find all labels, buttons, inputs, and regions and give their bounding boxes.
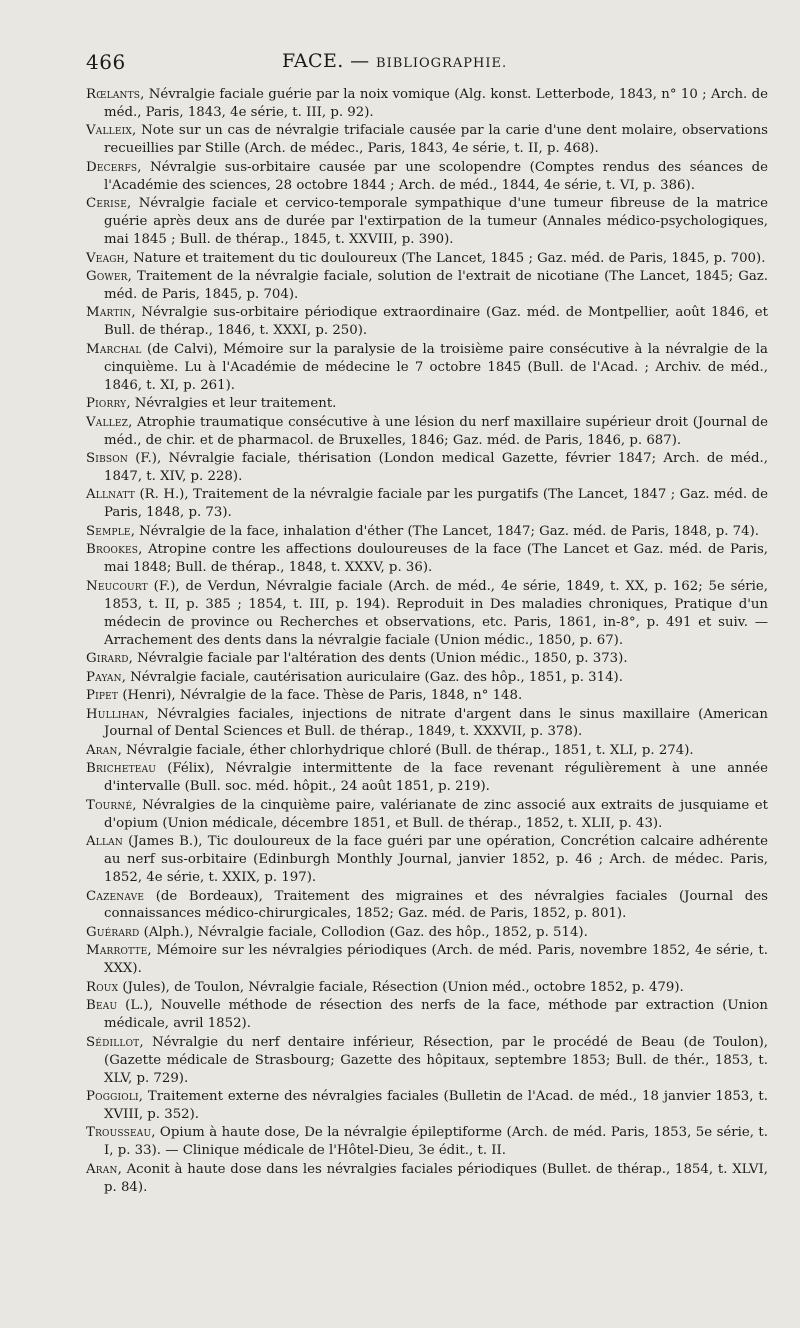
entry-author: Gower	[86, 269, 128, 285]
bibliography-entry	[86, 706, 768, 742]
bibliography-list	[86, 86, 768, 1197]
entry-author: Payan	[86, 669, 122, 685]
bibliography-entry	[86, 833, 768, 887]
entry-text: , Névralgie sus-orbitaire périodique extraordinaire (Gaz. méd. de Montpellier, août 1846, et Bull. de thérap., 1846, t. XXXI, p. 250).	[104, 305, 768, 339]
bibliography-entry	[86, 414, 768, 450]
entry-text: (Henri), Névralgie de la face. Thèse de Paris, 1848, n° 148.	[118, 688, 523, 703]
entry-text: , Mémoire sur les névralgies périodiques (Arch. de méd. Paris, novembre 1852, 4e série, t. XXX).	[104, 943, 768, 977]
entry-author: Trousseau	[86, 1125, 152, 1141]
entry-author: Guérard	[86, 924, 140, 940]
entry-text: , Névralgies faciales, injections de nitrate d'argent dans le sinus maxillaire (American Journal of Dental Sciences et Bull. de thérap., 1849, t. XXXVII, p. 378).	[104, 706, 768, 740]
entry-text: (Jules), de Toulon, Névralgie faciale, Résection (Union méd., octobre 1852, p. 479).	[118, 979, 684, 995]
bibliography-entry	[86, 669, 768, 687]
entry-text: , Névralgie faciale, cautérisation auriculaire (Gaz. des hôp., 1851, p. 314).	[121, 669, 623, 685]
entry-author: Decerfs	[86, 159, 138, 175]
entry-author: Veagh	[86, 250, 125, 266]
entry-text: (R. H.), Traitement de la névralgie faciale par les purgatifs (The Lancet, 1847 ; Gaz. méd. de Paris, 1848, p. 73).	[104, 487, 768, 521]
entry-author: Cazenave	[86, 888, 145, 904]
entry-author: Allnatt	[86, 487, 136, 503]
entry-author: Hullihan	[86, 706, 145, 722]
bibliography-entry	[86, 304, 768, 340]
bibliography-entry	[86, 760, 768, 796]
entry-author: Tourné	[86, 797, 133, 813]
running-head	[282, 50, 507, 72]
entry-author: Beau	[86, 998, 118, 1014]
bibliography-entry	[86, 86, 768, 122]
bibliography-entry	[86, 1124, 768, 1160]
entry-text: (L.), Nouvelle méthode de résection des nerfs de la face, méthode par extraction (Union médicale, avril 1852).	[104, 998, 768, 1032]
entry-text: , Aconit à haute dose dans les névralgies faciales périodiques (Bullet. de thérap., 1854, t. XLVI, p. 84).	[104, 1161, 768, 1195]
entry-text: (Félix), Névralgie intermittente de la face revenant régulièrement à une année d'intervalle (Bull. soc. méd. hôpit., 24 août 1851, p. 219).	[104, 761, 768, 795]
bibliography-entry	[86, 578, 768, 650]
bibliography-entry	[86, 122, 768, 158]
entry-text: , Névralgies et leur traitement.	[126, 396, 337, 412]
bibliography-entry	[86, 1034, 768, 1088]
entry-text: , Névralgie faciale guérie par la noix vomique (Alg. konst. Letterbode, 1843, n° 10 ; Arch. de méd., Paris, 1843, 4e série, t. III, p. 92).	[104, 87, 768, 120]
bibliography-entry	[86, 159, 768, 195]
entry-text: , Névralgie faciale par l'altération des dents (Union médic., 1850, p. 373).	[128, 651, 628, 666]
entry-text: (F.), de Verdun, Névralgie faciale (Arch. de méd., 4e série, 1849, t. XX, p. 162; 5e série, 1853, t. II, p. 385 ; 1854, t. III, p. 194). Reproduit in Des maladies chroniques, Pratique d'un médecin de province ou Recherches et observations, etc. Paris, 1861, in-8°, p. 491 et suiv. — Arrachement des dents dans la névralgie faciale (Union médic., 1850, p. 67).	[104, 578, 768, 648]
entry-author: Vallez	[86, 414, 129, 430]
entry-text: , Opium à haute dose, De la névralgie épileptiforme (Arch. de méd. Paris, 1853, 5e série, t. I, p. 33). — Clinique médicale de l'Hôtel-Dieu, 3e édit., t. II.	[104, 1125, 768, 1159]
entry-author: Allan	[86, 834, 123, 850]
entry-author: Piorry	[86, 396, 127, 412]
bibliography-entry	[86, 942, 768, 978]
entry-author: Brookes	[86, 542, 139, 558]
entry-author: Poggioli	[86, 1089, 139, 1105]
entry-author: Bricheteau	[86, 761, 157, 777]
entry-text: (F.), Névralgie faciale, thérisation (London medical Gazette, février 1847; Arch. de méd., 1847, t. XIV, p. 228).	[104, 451, 768, 484]
bibliography-entry	[86, 797, 768, 833]
entry-author: Sibson	[86, 451, 128, 467]
entry-author: Aran	[86, 742, 118, 758]
entry-author: Semple	[86, 523, 131, 539]
entry-text: , Nature et traitement du tic douloureux (The Lancet, 1845 ; Gaz. méd. de Paris, 1845, p. 700).	[124, 250, 766, 266]
bibliography-entry	[86, 486, 768, 522]
entry-text: (James B.), Tic douloureux de la face guéri par une opération, Concrétion calcaire adhérente au nerf sus-orbitaire (Edinburgh Monthly Journal, janvier 1852, p. 46 ; Arch. de médec. Paris, 1852, 4e série, t. XXIX, p. 197).	[104, 834, 768, 886]
entry-text: , Atropine contre les affections douloureuses de la face (The Lancet et Gaz. méd. de Paris, mai 1848; Bull. de thérap., 1848, t. XXXV, p. 36).	[104, 542, 768, 576]
bibliography-entry	[86, 341, 768, 395]
bibliography-entry	[86, 268, 768, 304]
entry-text: (de Bordeaux), Traitement des migraines et des névralgies faciales (Journal des connaissances médico-chirurgicales, 1852; Gaz. méd. de Paris, 1852, p. 801).	[104, 888, 768, 922]
entry-author: Roux	[86, 979, 119, 995]
entry-author: Marrotte	[86, 943, 148, 959]
running-head-title: FACE.	[282, 50, 344, 72]
bibliography-entry	[86, 523, 768, 541]
bibliography-entry	[86, 395, 768, 413]
page-number: 466	[86, 50, 126, 74]
entry-text: , Névralgie de la face, inhalation d'éther (The Lancet, 1847; Gaz. méd. de Paris, 1848, p. 74).	[130, 523, 759, 539]
entry-text: , Traitement externe des névralgies faciales (Bulletin de l'Acad. de méd., 18 janvier 1853, t. XVIII, p. 352).	[104, 1089, 768, 1122]
entry-text: , Névralgies de la cinquième paire, valérianate de zinc associé aux extraits de jusquiame et d'opium (Union médicale, décembre 1851, et Bull. de thérap., 1852, t. XLII, p. 43).	[104, 797, 768, 831]
entry-author: Rœlants	[86, 87, 141, 102]
bibliography-entry	[86, 924, 768, 942]
entry-text: , Note sur un cas de névralgie trifaciale causée par la carie d'une dent molaire, observations recueillies par Stille (Arch. de médec., Paris, 1843, 4e série, t. II, p. 468).	[104, 123, 768, 157]
entry-text: (de Calvi), Mémoire sur la paralysie de la troisième paire consécutive à la névralgie de la cinquième. Lu à l'Académie de médecine le 7 octobre 1845 (Bull. de l'Acad. ; Archiv. de méd., 1846, t. XI, p. 261).	[104, 341, 768, 393]
bibliography-entry	[86, 742, 768, 760]
entry-author: Aran	[86, 1161, 118, 1177]
bibliography-entry	[86, 650, 768, 668]
bibliography-entry	[86, 997, 768, 1033]
bibliography-entry	[86, 888, 768, 924]
entry-text: , Névralgie du nerf dentaire inférieur, Résection, par le procédé de Beau (de Toulon), (Gazette médicale de Strasbourg; Gazette des hôpitaux, septembre 1853; Bull. de thér., 1853, t. XLV, p. 729).	[104, 1034, 768, 1086]
entry-text: , Névralgie sus-orbitaire causée par une scolopendre (Comptes rendus des séances de l'Académie des sciences, 28 octobre 1844 ; Arch. de méd., 1844, 4e série, t. VI, p. 386).	[104, 159, 768, 193]
running-head-separator: —	[350, 50, 370, 72]
bibliography-entry	[86, 979, 768, 997]
entry-author: Girard	[86, 651, 129, 666]
entry-author: Martin	[86, 305, 132, 321]
bibliography-entry	[86, 1088, 768, 1124]
page-header	[86, 46, 768, 80]
entry-text: , Traitement de la névralgie faciale, solution de l'extrait de nicotiane (The Lancet, 1845; Gaz. méd. de Paris, 1845, p. 704).	[104, 269, 768, 302]
bibliography-entry	[86, 250, 768, 268]
running-head-section: BIBLIOGRAPHIE.	[376, 56, 508, 71]
entry-text: (Alph.), Névralgie faciale, Collodion (Gaz. des hôp., 1852, p. 514).	[139, 924, 588, 940]
entry-author: Sédillot	[86, 1034, 140, 1050]
entry-author: Cerise	[86, 196, 128, 212]
entry-text: , Névralgie faciale et cervico-temporale sympathique d'une tumeur fibreuse de la matrice guérie après deux ans de durée par l'extirpation de la tumeur (Annales médico-psychologiques, mai 1845 ; Bull. de thérap., 1845, t. XXVIII, p. 390).	[104, 196, 768, 248]
bibliography-entry	[86, 687, 768, 705]
entry-author: Neucourt	[86, 578, 148, 594]
bibliography-entry	[86, 450, 768, 486]
entry-author: Valleix	[86, 123, 132, 139]
entry-text: , Atrophie traumatique consécutive à une lésion du nerf maxillaire supérieur droit (Journal de méd., de chir. et de pharmacol. de Bruxelles, 1846; Gaz. méd. de Paris, 1846, p. 687).	[104, 414, 768, 448]
entry-author: Pipet	[86, 688, 119, 703]
entry-author: Marchal	[86, 341, 142, 357]
bibliography-entry	[86, 1161, 768, 1197]
entry-text: , Névralgie faciale, éther chlorhydrique chloré (Bull. de thérap., 1851, t. XLI, p. 274).	[117, 742, 694, 758]
bibliography-entry	[86, 541, 768, 577]
bibliography-entry	[86, 195, 768, 249]
